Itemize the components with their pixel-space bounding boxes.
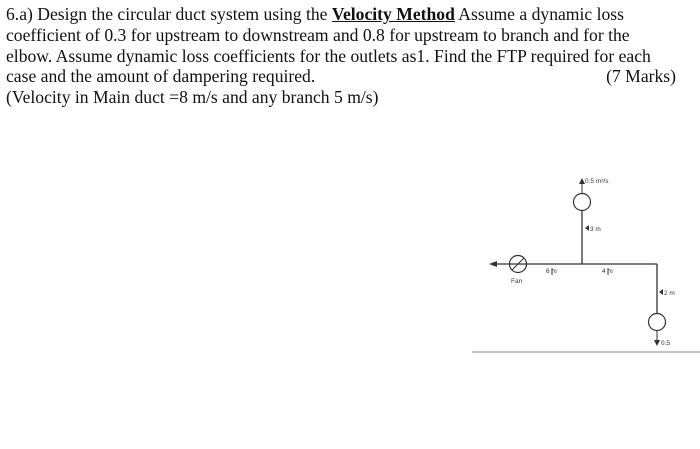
inlet-arrow-icon [489, 261, 497, 267]
velocity-method-emphasis: Velocity Method [331, 4, 455, 24]
outlet-top-icon [574, 194, 591, 211]
question-suffix: Assume a dynamic loss [454, 4, 624, 24]
seg-3m-label: 3 m [590, 226, 601, 233]
outlet-bottom-label: 0.5 [661, 340, 671, 347]
question-line-3: elbow. Assume dynamic loss coefficients for the outlets as1. Find the FTP required for each [6, 45, 651, 66]
question-line-4-text: case and the amount of dampering required. [6, 66, 316, 87]
outlet-top-label: 0.5 m³/s [585, 178, 609, 185]
outlet-bottom-arrow-icon [654, 340, 660, 346]
marker-2m-icon [659, 289, 663, 295]
question-line-5: (Velocity in Main duct =8 m/s and any branch 5 m/s) [6, 87, 379, 108]
marker-3m-icon [585, 225, 589, 231]
marks-label: (7 Marks) [606, 66, 676, 87]
question-line-2: coefficient of 0.3 for upstream to downstream and 0.8 for upstream to branch and for the [6, 24, 630, 45]
fan-label: Fan [511, 278, 523, 285]
question-prefix: 6.a) Design the circular duct system using the [6, 4, 332, 24]
seg-6m-label: 6 m [546, 268, 557, 275]
seg-4m-label: 4 m [602, 268, 613, 275]
seg-2m-label: 2 m [664, 290, 675, 297]
outlet-bottom-icon [649, 314, 666, 331]
